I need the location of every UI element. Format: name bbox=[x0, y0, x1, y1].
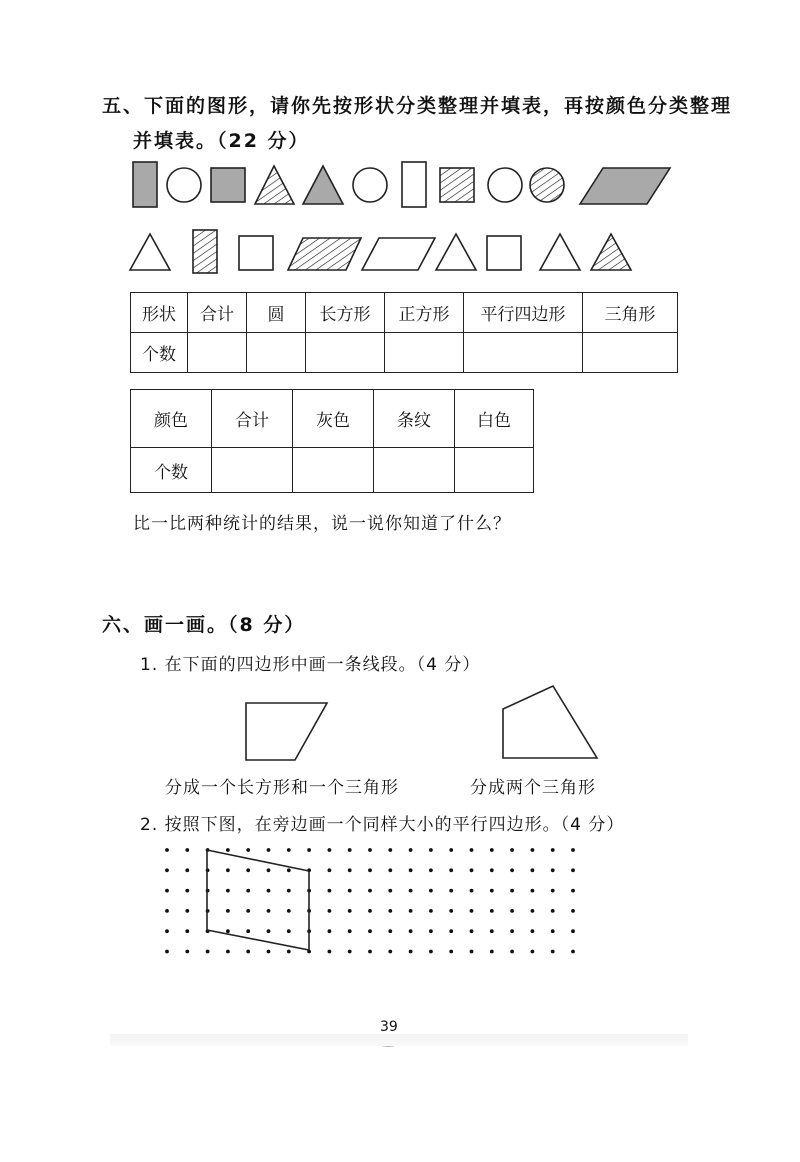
caption-right: 分成两个三角形 bbox=[470, 778, 596, 798]
grid-dot bbox=[510, 889, 514, 893]
grid-dot bbox=[531, 889, 535, 893]
grid-dot bbox=[449, 950, 453, 954]
shape-r1-4-striped-triangle bbox=[255, 166, 294, 204]
grid-dot bbox=[571, 889, 575, 893]
grid-dot bbox=[551, 929, 555, 933]
grid-dot bbox=[165, 950, 169, 954]
grid-dot bbox=[368, 909, 372, 913]
grid-dot bbox=[551, 950, 555, 954]
grid-dot bbox=[429, 848, 433, 852]
q5-title-line1: 五、下面的图形，请你先按形状分类整理并填表，再按颜色分类整理 bbox=[102, 95, 733, 117]
shape-r1-1-gray-rectangle bbox=[133, 162, 157, 207]
shape-table-header-circle: 圆 bbox=[247, 293, 306, 333]
shape-r1-11-gray-parallelogram bbox=[580, 168, 670, 204]
shape-table-header-shape: 形状 bbox=[131, 293, 188, 333]
page-footer-bar bbox=[110, 1034, 688, 1046]
shape-table-cell-total[interactable] bbox=[188, 333, 247, 373]
grid-dot bbox=[571, 950, 575, 954]
shape-r2-7-white-square bbox=[487, 236, 521, 270]
grid-dot bbox=[348, 889, 352, 893]
grid-dot bbox=[185, 929, 189, 933]
grid-dot bbox=[246, 848, 250, 852]
grid-dot bbox=[490, 868, 494, 872]
color-table-cell-white[interactable] bbox=[455, 448, 534, 493]
grid-dot bbox=[307, 848, 311, 852]
grid-dot bbox=[165, 848, 169, 852]
shape-table-cell-parallelogram[interactable] bbox=[464, 333, 583, 373]
q6-item1: 1. 在下面的四边形中画一条线段。（4 分） bbox=[140, 655, 481, 675]
grid-dot bbox=[409, 889, 413, 893]
grid-dot bbox=[449, 909, 453, 913]
shape-r1-5-gray-triangle bbox=[303, 166, 343, 204]
grid-dot bbox=[165, 868, 169, 872]
grid-dot bbox=[368, 950, 372, 954]
dot-grid bbox=[165, 848, 575, 953]
grid-dot bbox=[348, 950, 352, 954]
shape-r2-3-white-square bbox=[239, 236, 273, 270]
grid-dot bbox=[531, 929, 535, 933]
grid-dot bbox=[246, 929, 250, 933]
grid-dot bbox=[226, 848, 230, 852]
grid-dot bbox=[571, 929, 575, 933]
color-table-cell-gray[interactable] bbox=[293, 448, 374, 493]
shape-count-table bbox=[130, 292, 678, 373]
color-table-cell-striped[interactable] bbox=[374, 448, 455, 493]
quadrilateral-right bbox=[503, 686, 597, 758]
grid-dot bbox=[348, 868, 352, 872]
grid-dot bbox=[246, 909, 250, 913]
grid-dot bbox=[551, 889, 555, 893]
grid-dot bbox=[287, 889, 291, 893]
color-table-header-color: 颜色 bbox=[131, 390, 212, 448]
grid-dot bbox=[409, 950, 413, 954]
grid-dot bbox=[348, 909, 352, 913]
color-table-cell-total[interactable] bbox=[212, 448, 293, 493]
grid-dot bbox=[267, 868, 271, 872]
grid-dot bbox=[287, 929, 291, 933]
grid-dot bbox=[287, 950, 291, 954]
shape-r1-3-gray-square bbox=[211, 168, 245, 202]
grid-dot bbox=[490, 950, 494, 954]
grid-dot bbox=[470, 950, 474, 954]
grid-dot bbox=[449, 868, 453, 872]
grid-dot bbox=[388, 929, 392, 933]
grid-dot bbox=[510, 848, 514, 852]
grid-dot bbox=[328, 950, 332, 954]
grid-dot bbox=[470, 909, 474, 913]
page-number: 39 bbox=[380, 1019, 398, 1035]
shape-table-cell-square[interactable] bbox=[385, 333, 464, 373]
grid-dot bbox=[470, 929, 474, 933]
grid-dot bbox=[490, 848, 494, 852]
grid-dot bbox=[510, 929, 514, 933]
grid-dot bbox=[328, 909, 332, 913]
grid-dot bbox=[531, 909, 535, 913]
q6-item2: 2. 按照下图，在旁边画一个同样大小的平行四边形。（4 分） bbox=[140, 815, 625, 835]
grid-dot bbox=[429, 889, 433, 893]
grid-dot bbox=[206, 950, 210, 954]
shape-r1-8-striped-square bbox=[440, 168, 474, 202]
grid-dot bbox=[409, 909, 413, 913]
shape-r2-8-white-triangle bbox=[540, 234, 580, 270]
grid-dot bbox=[287, 868, 291, 872]
shape-r2-9-striped-triangle bbox=[591, 234, 631, 270]
grid-dot bbox=[571, 909, 575, 913]
grid-dot bbox=[185, 889, 189, 893]
grid-dot bbox=[328, 848, 332, 852]
grid-dot bbox=[490, 909, 494, 913]
grid-dot bbox=[490, 889, 494, 893]
grid-dot bbox=[490, 929, 494, 933]
grid-dot bbox=[388, 868, 392, 872]
grid-dot bbox=[409, 929, 413, 933]
shape-table-cell-circle[interactable] bbox=[247, 333, 306, 373]
shape-r1-2-white-circle bbox=[167, 168, 201, 202]
grid-dot bbox=[165, 889, 169, 893]
grid-dot bbox=[246, 868, 250, 872]
color-table-header-gray: 灰色 bbox=[293, 390, 374, 448]
color-table-header-striped: 条纹 bbox=[374, 390, 455, 448]
grid-dot bbox=[449, 929, 453, 933]
grid-dot bbox=[287, 909, 291, 913]
shape-r2-2-striped-rectangle bbox=[193, 230, 217, 273]
grid-dot bbox=[226, 909, 230, 913]
caption-left: 分成一个长方形和一个三角形 bbox=[165, 778, 399, 798]
shape-r2-4-striped-parallelogram bbox=[288, 238, 361, 270]
grid-dot bbox=[165, 909, 169, 913]
grid-dot bbox=[531, 950, 535, 954]
grid-dot bbox=[510, 868, 514, 872]
grid-dot bbox=[510, 909, 514, 913]
grid-dot bbox=[368, 868, 372, 872]
grid-dot bbox=[429, 929, 433, 933]
color-table-row-label: 个数 bbox=[131, 448, 212, 493]
quadrilateral-left bbox=[246, 703, 327, 760]
grid-dot bbox=[368, 889, 372, 893]
grid-dot bbox=[226, 868, 230, 872]
grid-quadrilateral bbox=[207, 850, 309, 950]
grid-dot bbox=[226, 889, 230, 893]
shape-table-header-rectangle: 长方形 bbox=[306, 293, 385, 333]
grid-dot bbox=[267, 929, 271, 933]
grid-dot bbox=[470, 848, 474, 852]
grid-dot bbox=[409, 848, 413, 852]
grid-dot bbox=[429, 909, 433, 913]
grid-dot bbox=[449, 848, 453, 852]
grid-dot bbox=[328, 929, 332, 933]
grid-dot bbox=[287, 848, 291, 852]
grid-dot bbox=[226, 929, 230, 933]
grid-dot bbox=[246, 889, 250, 893]
grid-dot bbox=[185, 950, 189, 954]
color-table-header-total: 合计 bbox=[212, 390, 293, 448]
grid-dot bbox=[165, 929, 169, 933]
grid-dot bbox=[470, 868, 474, 872]
grid-dot bbox=[571, 848, 575, 852]
grid-dot bbox=[185, 868, 189, 872]
shape-r2-1-white-triangle bbox=[130, 234, 170, 270]
grid-dot bbox=[551, 909, 555, 913]
shape-table-header-parallelogram: 平行四边形 bbox=[464, 293, 583, 333]
grid-dot bbox=[246, 950, 250, 954]
q5-title-line2: 并填表。（22 分） bbox=[133, 130, 310, 152]
grid-dot bbox=[185, 848, 189, 852]
grid-dot bbox=[388, 848, 392, 852]
grid-dot bbox=[449, 889, 453, 893]
grid-dot bbox=[226, 950, 230, 954]
grid-dot bbox=[267, 909, 271, 913]
shape-r1-10-striped-circle bbox=[530, 168, 564, 202]
grid-dot bbox=[510, 950, 514, 954]
grid-dot bbox=[348, 848, 352, 852]
grid-dot bbox=[267, 950, 271, 954]
q5-compare-question: 比一比两种统计的结果，说一说你知道了什么？ bbox=[133, 514, 511, 534]
shape-r2-6-white-triangle bbox=[436, 234, 476, 270]
color-count-table bbox=[130, 389, 534, 493]
shape-r2-5-white-parallelogram bbox=[362, 238, 435, 270]
shape-r1-9-white-circle bbox=[488, 168, 522, 202]
grid-dot bbox=[571, 868, 575, 872]
grid-dot bbox=[388, 950, 392, 954]
grid-dot bbox=[429, 868, 433, 872]
shape-table-header-total: 合计 bbox=[188, 293, 247, 333]
grid-dot bbox=[328, 889, 332, 893]
grid-dot bbox=[388, 909, 392, 913]
grid-dot bbox=[368, 848, 372, 852]
shape-r1-7-white-rectangle bbox=[402, 162, 426, 207]
grid-dot bbox=[185, 909, 189, 913]
shape-table-cell-triangle[interactable] bbox=[583, 333, 678, 373]
grid-dot bbox=[267, 848, 271, 852]
grid-dot bbox=[267, 889, 271, 893]
shape-r1-6-white-circle bbox=[353, 168, 387, 202]
q6-title: 六、画一画。（8 分） bbox=[102, 614, 306, 636]
grid-dot bbox=[388, 889, 392, 893]
grid-dot bbox=[348, 929, 352, 933]
grid-dot bbox=[368, 929, 372, 933]
shape-table-cell-rectangle[interactable] bbox=[306, 333, 385, 373]
grid-dot bbox=[429, 950, 433, 954]
shape-table-header-triangle: 三角形 bbox=[583, 293, 678, 333]
grid-dot bbox=[470, 889, 474, 893]
color-table-header-white: 白色 bbox=[455, 390, 534, 448]
grid-dot bbox=[551, 868, 555, 872]
grid-dot bbox=[328, 868, 332, 872]
grid-dot bbox=[551, 848, 555, 852]
grid-dot bbox=[531, 848, 535, 852]
shape-table-header-square: 正方形 bbox=[385, 293, 464, 333]
shape-table-row-label: 个数 bbox=[131, 333, 188, 373]
grid-dot bbox=[531, 868, 535, 872]
grid-dot bbox=[409, 868, 413, 872]
